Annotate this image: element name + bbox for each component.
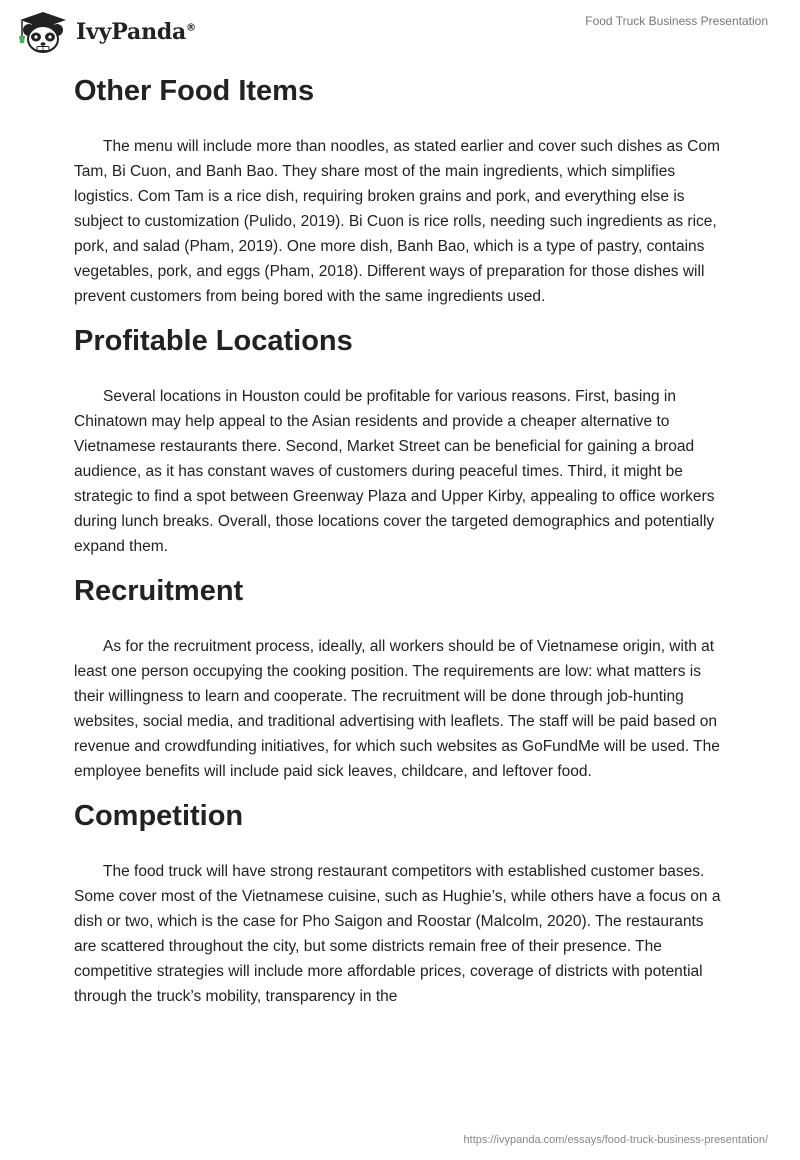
section-heading: Other Food Items [74,75,315,107]
registered-mark: ® [186,22,196,34]
section-paragraph: The menu will include more than noodles, as stated earlier and cover such dishes as Com Tam, Bi Cuon, and Banh Bao. They share most of the main ingredients, which simplifies logistics. Com Tam is a rice dish, requiring broken grains and pork, and everything else is subject to customization (Pulido, 2019). Bi Cuon is rice rolls, needing such ingredients as rice, pork, and salad (Pham, 2019). One more dish, Banh Bao, which is a type of pastry, contains vegetables, pork, and eggs (Pham, 2018). Different ways of preparation for those dishes will prevent customers from being bored with the same ingredients used. [74,138,720,305]
document-title: Food Truck Business Presentation [585,14,768,28]
section-recruitment [74,570,726,784]
section-profitable-locations [74,320,726,559]
section-other-food-items [74,70,726,309]
section-paragraph: As for the recruitment process, ideally, all workers should be of Vietnamese origin, with at least one person occupying the cooking position. The requirements are low: what matters is their willingness to learn and cooperate. The recruitment will be done through job-hunting websites, social media, and traditional advertising with leaflets. The staff will be paid based on revenue and crowdfunding initiatives, for which such websites as GoFundMe will be used. The employee benefits will include paid sick leaves, childcare, and leftover food. [74,638,720,780]
section-competition [74,795,726,1009]
section-paragraph: Several locations in Houston could be profitable for various reasons. First, basing in Chinatown may help appeal to the Asian residents and provide a cheaper alternative to Vietnamese restaurants there. Second, Market Street can be beneficial for gaining a broad audience, as it has constant waves of customers during peaceful times. Third, it might be strategic to find a spot between Greenway Plaza and Upper Kirby, appealing to office workers during lunch breaks. Overall, those locations cover the targeted demographics and potentially expand them. [74,388,715,555]
brand-logo[interactable] [14,8,196,56]
source-url-link[interactable]: https://ivypanda.com/essays/food-truck-business-presentation/ [463,1134,768,1146]
section-heading: Profitable Locations [74,325,353,357]
essay-content [74,70,726,1020]
section-paragraph: The food truck will have strong restaurant competitors with established customer bases. Some cover most of the Vietnamese cuisine, such as Hughie’s, while others have a focus on a dish or two, which is the case for Pho Saigon and Roostar (Malcolm, 2020). The restaurants are scattered throughout the city, but some districts remain free of their presence. The competitive strategies will include more affordable prices, coverage of districts with potential through the truck’s mobility, transparency in the [74,863,721,1005]
brand-name-text: IvyPanda [76,19,187,45]
section-heading: Recruitment [74,575,244,607]
brand-name [76,19,196,45]
section-heading: Competition [74,800,244,832]
panda-graduate-icon [14,10,72,54]
